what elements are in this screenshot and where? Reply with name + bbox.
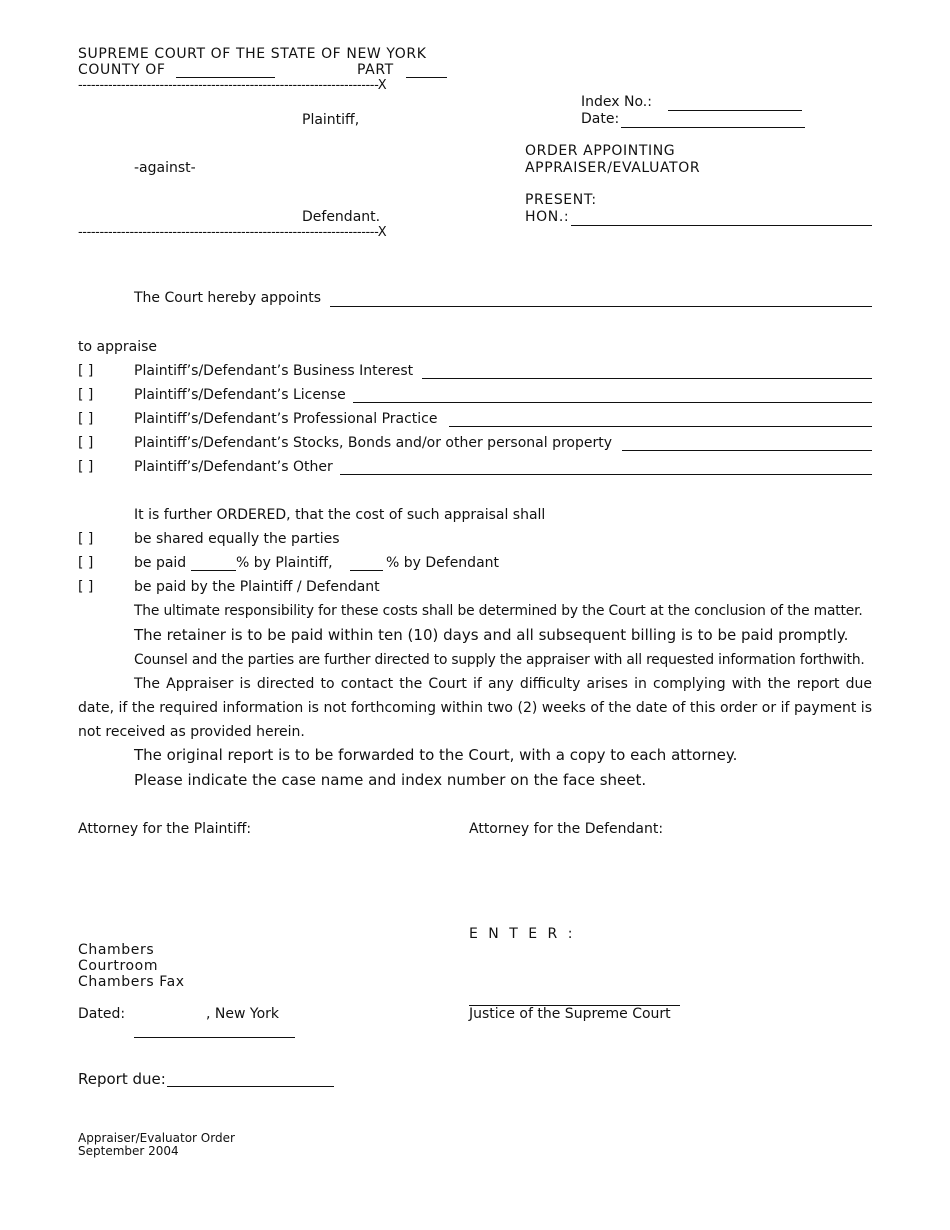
attorney-plaintiff-label: Attorney for the Plaintiff: bbox=[78, 821, 252, 837]
cost-option-percent-c: % by Defendant bbox=[386, 555, 500, 571]
checkbox-paid-by[interactable]: [ ] bbox=[78, 579, 94, 595]
business-interest-field[interactable] bbox=[422, 378, 872, 379]
cost-option-paid-by: be paid by the Plaintiff / Defendant bbox=[134, 579, 380, 595]
practice-field[interactable] bbox=[449, 426, 872, 427]
paragraph-face-sheet: Please indicate the case name and index number on the face sheet. bbox=[134, 771, 647, 789]
license-field[interactable] bbox=[353, 402, 872, 403]
cost-intro: It is further ORDERED, that the cost of such appraisal shall bbox=[134, 507, 546, 523]
item-license: Plaintiff’s/Defendant’s License bbox=[134, 387, 346, 403]
justice-label: Justice of the Supreme Court bbox=[469, 1006, 671, 1022]
checkbox-shared[interactable]: [ ] bbox=[78, 531, 94, 547]
item-business-interest: Plaintiff’s/Defendant’s Business Interest bbox=[134, 363, 414, 379]
cost-option-shared: be shared equally the parties bbox=[134, 531, 340, 547]
checkbox-stocks[interactable]: [ ] bbox=[78, 435, 94, 451]
checkbox-business[interactable]: [ ] bbox=[78, 363, 94, 379]
report-due-label: Report due: bbox=[78, 1070, 166, 1088]
caption-separator-bottom: ----------------------------------------------------------------------X bbox=[78, 225, 387, 240]
paragraph-retainer: The retainer is to be paid within ten (10) days and all subsequent billing is to be paid promptly. bbox=[134, 626, 849, 644]
against-label: -against- bbox=[134, 160, 196, 176]
cost-option-percent-b: % by Plaintiff, bbox=[236, 555, 333, 571]
other-field[interactable] bbox=[340, 474, 872, 475]
paragraph-counsel: Counsel and the parties are further directed to supply the appraiser with all requested information forthwith. bbox=[134, 652, 865, 668]
paragraph-responsibility: The ultimate responsibility for these costs shall be determined by the Court at the conclusion of the matter. bbox=[134, 603, 863, 619]
checkbox-other[interactable]: [ ] bbox=[78, 459, 94, 475]
form-name: Appraiser/Evaluator Order bbox=[78, 1131, 235, 1145]
paragraph-appraiser: The Appraiser is directed to contact the Court if any difficulty arises in complying with the report due date, if the required information is not forthcoming within two (2) weeks of the date of this order or if payment is not received as provided herein. bbox=[78, 676, 872, 740]
cost-option-percent-a: be paid bbox=[134, 555, 187, 571]
date-label: Date: bbox=[581, 111, 620, 127]
form-date: September 2004 bbox=[78, 1144, 179, 1158]
present-label: PRESENT: bbox=[525, 192, 597, 208]
courtroom-label: Courtroom bbox=[78, 958, 159, 974]
order-title-line1: ORDER APPOINTING bbox=[525, 143, 676, 159]
attorney-defendant-label: Attorney for the Defendant: bbox=[469, 821, 664, 837]
date-field[interactable] bbox=[621, 127, 805, 128]
court-title: SUPREME COURT OF THE STATE OF NEW YORK bbox=[78, 46, 427, 62]
report-due-field[interactable] bbox=[167, 1086, 334, 1087]
defendant-percent-field[interactable] bbox=[350, 570, 383, 571]
plaintiff-label: Plaintiff, bbox=[302, 112, 360, 128]
item-other: Plaintiff’s/Defendant’s Other bbox=[134, 459, 333, 475]
chambers-label: Chambers bbox=[78, 942, 155, 958]
part-field[interactable] bbox=[406, 77, 447, 78]
appoints-label: The Court hereby appoints bbox=[134, 290, 322, 306]
appraise-label: to appraise bbox=[78, 339, 157, 355]
defendant-label: Defendant. bbox=[302, 209, 381, 225]
appointee-field[interactable] bbox=[330, 306, 872, 307]
paragraph-original-report: The original report is to be forwarded to the Court, with a copy to each attorney. bbox=[134, 746, 738, 764]
chambers-fax-label: Chambers Fax bbox=[78, 974, 185, 990]
dated-label: Dated: bbox=[78, 1006, 126, 1022]
index-label: Index No.: bbox=[581, 94, 652, 110]
item-professional-practice: Plaintiff’s/Defendant’s Professional Practice bbox=[134, 411, 438, 427]
checkbox-practice[interactable]: [ ] bbox=[78, 411, 94, 427]
dated-place: , New York bbox=[206, 1006, 280, 1022]
hon-label: HON.: bbox=[525, 209, 570, 225]
enter-label: E N T E R : bbox=[469, 926, 576, 942]
checkbox-license[interactable]: [ ] bbox=[78, 387, 94, 403]
part-label: PART bbox=[357, 62, 394, 78]
checkbox-percent[interactable]: [ ] bbox=[78, 555, 94, 571]
order-title-line2: APPRAISER/EVALUATOR bbox=[525, 160, 701, 176]
hon-field[interactable] bbox=[571, 225, 872, 226]
dated-field[interactable] bbox=[134, 1037, 295, 1038]
plaintiff-percent-field[interactable] bbox=[191, 570, 236, 571]
index-field[interactable] bbox=[668, 110, 802, 111]
county-label: COUNTY OF bbox=[78, 62, 166, 78]
stocks-field[interactable] bbox=[622, 450, 872, 451]
caption-separator-top: ----------------------------------------------------------------------X bbox=[78, 78, 387, 93]
item-stocks-bonds: Plaintiff’s/Defendant’s Stocks, Bonds and/or other personal property bbox=[134, 435, 613, 451]
